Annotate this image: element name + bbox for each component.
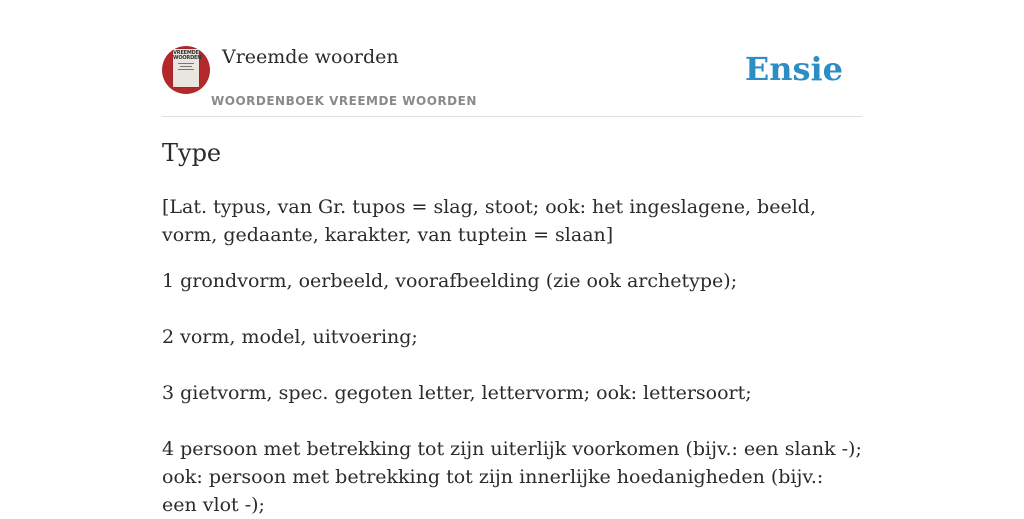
definition-item: 2 vorm, model, uitvoering; [162, 326, 418, 348]
book-cover-title: VREEMDE WOORDEN [173, 50, 202, 61]
book-cover-line [180, 66, 192, 67]
book-cover-line [178, 69, 194, 70]
definition-item: 1 grondvorm, oerbeeld, voorafbeelding (zie ook archetype); [162, 270, 738, 292]
definition-item: 4 persoon met betrekking tot zijn uiterlijk voorkomen (bijv.: een slank -); ook: persoon met betrekking tot zijn innerlijke hoedanigheden (bijv.: een vlot -); [162, 438, 862, 516]
entry-title: Type [162, 139, 222, 167]
definition-item: 3 gietvorm, spec. gegoten letter, lettervorm; ook: lettersoort; [162, 382, 752, 404]
ensie-logo-link[interactable]: Ensie [744, 50, 843, 88]
book-cover-line [178, 63, 194, 64]
dictionary-avatar[interactable] [162, 46, 210, 94]
dictionary-name-link[interactable]: Vreemde woorden [222, 46, 399, 68]
book-cover-image [173, 49, 202, 87]
entry-etymology: [Lat. typus, van Gr. tupos = slag, stoot; ook: het ingeslagene, beeld, vorm, gedaante, karakter, van tuptein = slaan] [162, 196, 816, 246]
dictionary-header [162, 44, 862, 117]
dictionary-subtitle: WOORDENBOEK VREEMDE WOORDEN [211, 94, 477, 108]
